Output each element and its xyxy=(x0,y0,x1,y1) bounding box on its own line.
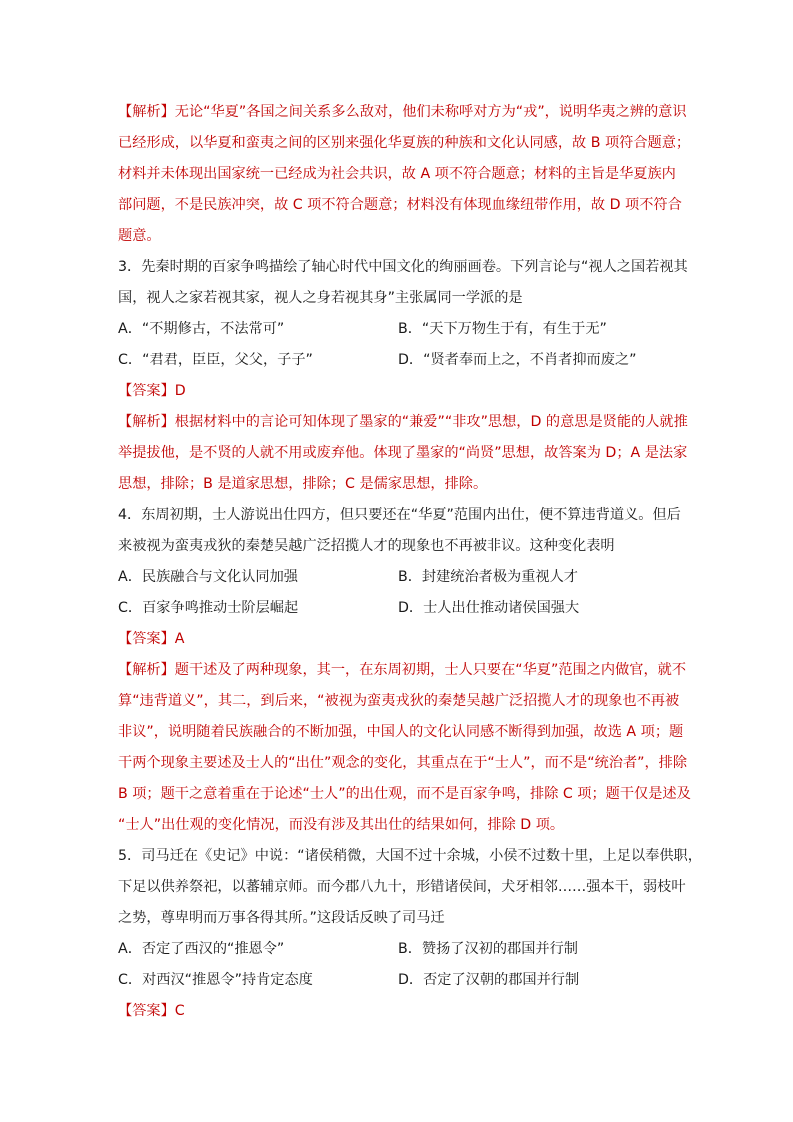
question-4-option-c: C．百家争鸣推动士阶层崛起 xyxy=(118,600,299,616)
question-4-stem: 4．东周初期，士人游说出仕四方，但只要还在“华夏”范围内出仕，便不算违背道义。但后 xyxy=(118,507,681,523)
question-3-stem: 3．先秦时期的百家争鸣描绘了轴心时代中国文化的绚丽画卷。下列言论与“视人之国若视其 xyxy=(118,259,688,275)
question-5-option-b: B．赞扬了汉初的郡国并行制 xyxy=(398,941,578,957)
question-5-answer xyxy=(118,996,185,1027)
explanation-line: 思想，排除；B 是道家思想，排除；C 是儒家思想，排除。 xyxy=(118,476,488,492)
question-5-option-c: C．对西汉“推恩令”持肯定态度 xyxy=(118,972,313,988)
explanation-text: 题干述及了两种现象，其一，在东周初期，士人只要在“华夏”范围之内做官，就不 xyxy=(174,662,687,678)
question-4-stem: 来被视为蛮夷戎狄的秦楚吴越广泛招揽人才的现象也不再被非议。这种变化表明 xyxy=(118,538,615,554)
answer-tag: 【答案】 xyxy=(118,631,175,647)
question-5-stem: 下足以供养祭祀，以蕃辅京师。而今郡八九十，形错诸侯间，犬牙相邻……强本干，弱枝叶 xyxy=(118,879,686,895)
explanation-line: 算“违背道义”，其二，到后来，“被视为蛮夷戎狄的秦楚吴越广泛招揽人才的现象也不再被 xyxy=(118,693,680,709)
explanation-line xyxy=(118,655,686,686)
question-3-option-a: A．“不期修古，不法常可” xyxy=(118,321,285,337)
explanation-line: 干两个现象主要述及士人的“出仕”观念的变化，其重点在于“士人”，而不是“统治者”，排除 xyxy=(118,755,688,771)
question-4-option-b: B．封建统治者极为重视人才 xyxy=(398,569,578,585)
question-5-option-d: D．否定了汉朝的郡国并行制 xyxy=(398,972,580,988)
question-4-answer xyxy=(118,624,184,655)
explanation-text: 无论“华夏”各国之间关系多么敌对，他们未称呼对方为“戎”，说明华夷之辨的意识 xyxy=(174,104,687,120)
question-3-answer xyxy=(118,376,186,407)
answer-value: C xyxy=(174,1003,185,1019)
explanation-text: 根据材料中的言论可知体现了墨家的“兼爱”“非攻”思想，D 的意思是贤能的人就推 xyxy=(174,414,688,430)
explanation-line: “士人”出仕观的变化情况，而没有涉及其出仕的结果如何，排除 D 项。 xyxy=(118,817,565,833)
question-3-option-b: B．“天下万物生于有，有生于无” xyxy=(398,321,607,337)
explanation-tag: 【解析】 xyxy=(118,414,175,430)
question-5-stem: 之势，尊卑明而万事各得其所。”这段话反映了司马迁 xyxy=(118,910,445,926)
explanation-line xyxy=(118,407,688,438)
answer-value: D xyxy=(174,383,186,399)
question-5-option-a: A．否定了西汉的“推恩令” xyxy=(118,941,285,957)
explanation-tag: 【解析】 xyxy=(118,662,175,678)
explanation-line: 已经形成，以华夏和蛮夷之间的区别来强化华夏族的种族和文化认同感，故 B 项符合题意； xyxy=(118,135,691,151)
answer-value: A xyxy=(174,631,185,647)
answer-tag: 【答案】 xyxy=(118,383,175,399)
explanation-line: 题意。 xyxy=(118,228,161,244)
explanation-tag: 【解析】 xyxy=(118,104,175,120)
question-3-option-c: C．“君君，臣臣，父父，子子” xyxy=(118,352,313,368)
question-3-option-d: D．“贤者奉而上之，不肖者抑而废之” xyxy=(398,352,637,368)
explanation-line: 部问题，不是民族冲突，故 C 项不符合题意；材料没有体现血缘纽带作用，故 D 项不符合 xyxy=(118,197,682,213)
question-3-stem: 国，视人之家若视其家，视人之身若视其身”主张属同一学派的是 xyxy=(118,290,523,306)
explanation-line: 材料并未体现出国家统一已经成为社会共识，故 A 项不符合题意；材料的主旨是华夏族内 xyxy=(118,166,676,182)
explanation-line: 举提拔他，是不贤的人就不用或废弃他。体现了墨家的“尚贤”思想，故答案为 D；A 是法家 xyxy=(118,445,688,461)
explanation-line xyxy=(118,97,687,128)
question-4-option-a: A．民族融合与文化认同加强 xyxy=(118,569,298,585)
question-5-stem: 5．司马迁在《史记》中说：“诸侯稍微，大国不过十余城，小侯不过数十里，上足以奉供职， xyxy=(118,848,702,864)
question-4-option-d: D．士人出仕推动诸侯国强大 xyxy=(398,600,580,616)
answer-tag: 【答案】 xyxy=(118,1003,175,1019)
explanation-line: 非议”，说明随着民族融合的不断加强，中国人的文化认同感不断得到加强，故选 A 项；题 xyxy=(118,724,684,740)
explanation-line: B 项；题干之意着重在于论述“士人”的出仕观，而不是百家争鸣，排除 C 项；题干仅是述及 xyxy=(118,786,691,802)
